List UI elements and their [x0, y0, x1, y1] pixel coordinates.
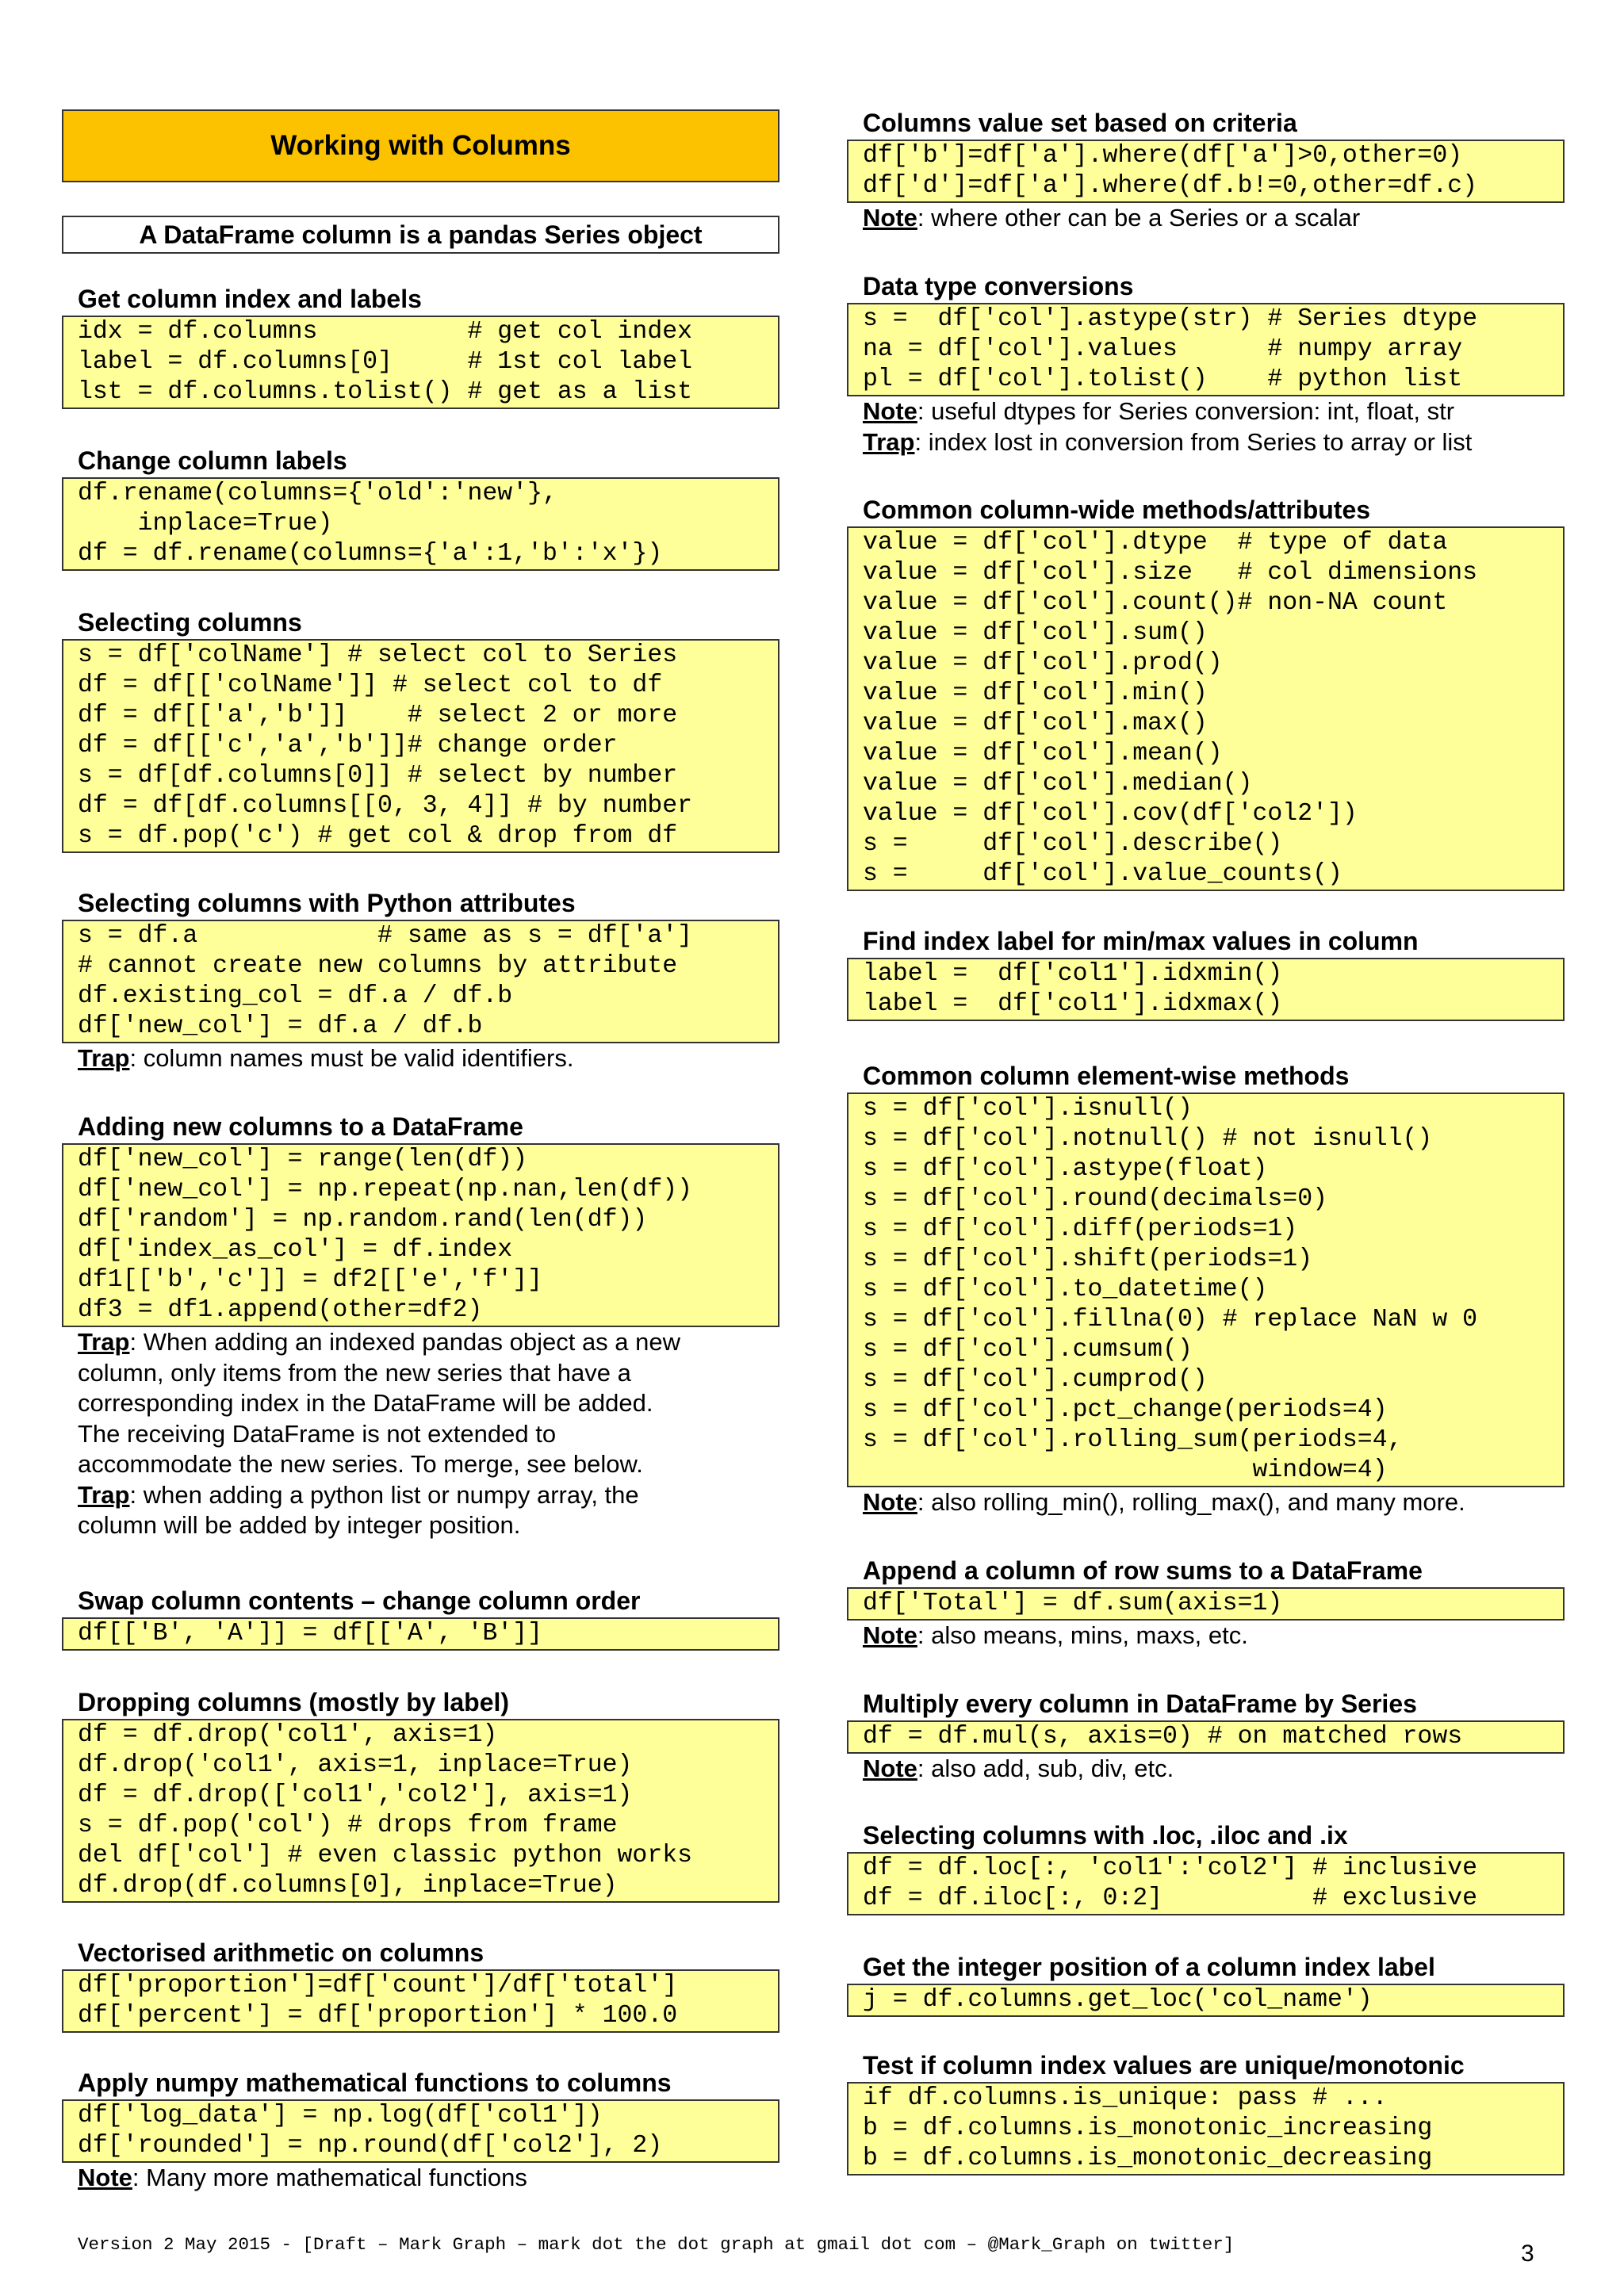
- note-line: [62, 1510, 779, 1541]
- code-line: s = df['col'].astype(str) # Series dtype: [863, 305, 1478, 333]
- code-line: s = df['col'].astype(float): [863, 1155, 1268, 1183]
- note-text: column will be added by integer position.: [78, 1511, 521, 1539]
- right-section: [847, 271, 1565, 457]
- code-line: value = df['col'].max(): [863, 710, 1208, 737]
- left-section: [62, 888, 779, 1074]
- code-line: label = df['col1'].idxmax(): [863, 990, 1283, 1018]
- code-block: [62, 2099, 779, 2163]
- code-line: s = df.pop('col') # drops from frame: [78, 1812, 618, 1839]
- note-line: [847, 1621, 1565, 1651]
- code-line: df.drop('col1', axis=1, inplace=True): [78, 1751, 633, 1779]
- left-section: [62, 1938, 779, 2033]
- note-line: [847, 203, 1565, 234]
- section-heading: Selecting columns with Python attributes: [78, 889, 576, 917]
- code-block: [847, 1093, 1565, 1487]
- code-line: df = df.drop('col1', axis=1): [78, 1721, 498, 1749]
- left-section: [62, 1687, 779, 1903]
- note-line: [62, 1449, 779, 1480]
- code-line: df['b']=df['a'].where(df['a']>0,other=0): [863, 142, 1463, 170]
- section-heading: Columns value set based on criteria: [863, 109, 1297, 137]
- code-line: s = df['col'].cumprod(): [863, 1366, 1208, 1394]
- code-block: [847, 1587, 1565, 1621]
- code-block: [847, 1720, 1565, 1754]
- right-section: [847, 926, 1565, 1021]
- page-subtitle: A DataFrame column is a pandas Series object: [62, 216, 779, 254]
- code-line: df['index_as_col'] = df.index: [78, 1236, 513, 1264]
- left-section: [62, 284, 779, 409]
- note-keyword: Note: [863, 204, 917, 232]
- code-line: s = df['col'].fillna(0) # replace NaN w 0: [863, 1306, 1478, 1334]
- code-block: [847, 1984, 1565, 2017]
- right-section: [847, 1689, 1565, 1785]
- code-line: s = df['col'].cumsum(): [863, 1336, 1193, 1364]
- code-line: df.existing_col = df.a / df.b: [78, 982, 513, 1010]
- page-title: Working with Columns: [62, 109, 779, 182]
- code-line: df = df.iloc[:, 0:2] # exclusive: [863, 1885, 1478, 1912]
- code-line: df['d']=df['a'].where(df.b!=0,other=df.c): [863, 172, 1478, 200]
- note-line: [847, 396, 1565, 427]
- code-line: s = df['col'].isnull(): [863, 1095, 1193, 1123]
- code-line: s = df.a # same as s = df['a']: [78, 922, 693, 950]
- note-text: : column names must be valid identifiers.: [129, 1044, 574, 1072]
- code-block: [62, 1719, 779, 1903]
- code-block: [847, 140, 1565, 203]
- code-line: value = df['col'].size # col dimensions: [863, 559, 1478, 587]
- section-heading: Change column labels: [78, 446, 347, 475]
- note-text: : index lost in conversion from Series to array or list: [914, 427, 1473, 456]
- code-line: s = df['col'].notnull() # not isnull(): [863, 1125, 1433, 1153]
- note-line: [62, 1327, 779, 1358]
- code-block: [62, 639, 779, 853]
- note-keyword: Note: [78, 2164, 132, 2191]
- code-line: df = df[['colName']] # select col to df: [78, 672, 663, 699]
- code-block: [62, 477, 779, 571]
- code-block: [847, 1852, 1565, 1915]
- note-line: [62, 2163, 779, 2194]
- section-heading: Get column index and labels: [78, 285, 422, 313]
- code-line: na = df['col'].values # numpy array: [863, 335, 1463, 363]
- right-section: [847, 2050, 1565, 2175]
- code-line: value = df['col'].sum(): [863, 619, 1208, 647]
- section-heading: Common column element-wise methods: [863, 1062, 1350, 1090]
- code-line: s = df.pop('c') # get col & drop from df: [78, 822, 678, 850]
- note-text: : Many more mathematical functions: [132, 2164, 527, 2191]
- section-heading: Common column-wide methods/attributes: [863, 496, 1371, 524]
- code-line: if df.columns.is_unique: pass # ...: [863, 2084, 1388, 2112]
- note-keyword: Note: [863, 1755, 917, 1782]
- code-line: s = df['col'].rolling_sum(periods=4,: [863, 1426, 1403, 1454]
- note-line: [847, 1487, 1565, 1518]
- right-section: [847, 1820, 1565, 1915]
- note-text: : useful dtypes for Series conversion: int, float, str: [917, 397, 1455, 425]
- code-block: [62, 1617, 779, 1651]
- section-heading: Append a column of row sums to a DataFrame: [863, 1556, 1423, 1585]
- code-line: s = df['colName'] # select col to Series: [78, 641, 678, 669]
- code-line: window=4): [863, 1456, 1388, 1484]
- note-text: : also means, mins, maxs, etc.: [917, 1621, 1248, 1649]
- note-keyword: Note: [863, 1621, 917, 1649]
- note-text: accommodate the new series. To merge, see below.: [78, 1450, 643, 1478]
- code-line: df['new_col'] = np.repeat(np.nan,len(df)): [78, 1176, 693, 1203]
- note-keyword: Note: [863, 1488, 917, 1516]
- code-line: df = df.drop(['col1','col2'], axis=1): [78, 1781, 633, 1809]
- code-line: label = df.columns[0] # 1st col label: [78, 348, 693, 376]
- note-text: : When adding an indexed pandas object as a new: [129, 1328, 681, 1356]
- code-line: df3 = df1.append(other=df2): [78, 1296, 483, 1324]
- section-heading: Multiply every column in DataFrame by Series: [863, 1689, 1417, 1718]
- code-line: value = df['col'].cov(df['col2']): [863, 800, 1358, 828]
- code-line: s = df['col'].to_datetime(): [863, 1276, 1268, 1303]
- note-text: : when adding a python list or numpy array, the: [129, 1480, 639, 1509]
- code-line: s = df['col'].value_counts(): [863, 860, 1342, 888]
- code-line: b = df.columns.is_monotonic_increasing: [863, 2114, 1433, 2142]
- note-line: [62, 1043, 779, 1074]
- code-line: # cannot create new columns by attribute: [78, 952, 678, 980]
- right-section: [847, 495, 1565, 891]
- code-line: df['new_col'] = df.a / df.b: [78, 1012, 483, 1040]
- right-section: [847, 108, 1565, 234]
- note-keyword: Trap: [78, 1480, 130, 1509]
- code-line: df = df[['c','a','b']]# change order: [78, 732, 618, 760]
- code-line: b = df.columns.is_monotonic_decreasing: [863, 2145, 1433, 2172]
- code-line: df['Total'] = df.sum(axis=1): [863, 1590, 1283, 1617]
- code-line: df['rounded'] = np.round(df['col2'], 2): [78, 2132, 663, 2160]
- code-line: value = df['col'].dtype # type of data: [863, 529, 1448, 557]
- note-line: [62, 1419, 779, 1450]
- code-line: idx = df.columns # get col index: [78, 318, 693, 346]
- code-block: [847, 2082, 1565, 2175]
- code-line: df = df.loc[:, 'col1':'col2'] # inclusive: [863, 1854, 1478, 1882]
- code-line: value = df['col'].prod(): [863, 649, 1223, 677]
- note-text: : also add, sub, div, etc.: [917, 1755, 1174, 1782]
- left-section: [62, 607, 779, 853]
- code-line: df['random'] = np.random.rand(len(df)): [78, 1206, 648, 1234]
- right-section: [847, 1061, 1565, 1518]
- code-line: df['new_col'] = range(len(df)): [78, 1146, 528, 1173]
- left-section: [62, 446, 779, 571]
- note-text: corresponding index in the DataFrame will be added.: [78, 1389, 653, 1417]
- code-line: value = df['col'].min(): [863, 679, 1208, 707]
- note-keyword: Note: [863, 397, 917, 425]
- section-heading: Get the integer position of a column index label: [863, 1953, 1435, 1981]
- section-heading: Adding new columns to a DataFrame: [78, 1112, 523, 1141]
- note-line: [62, 1388, 779, 1419]
- note-keyword: Trap: [78, 1044, 130, 1072]
- footer-text: Version 2 May 2015 - [Draft – Mark Graph – mark dot the dot graph at gmail dot com – @Mark_Graph on twitter]: [78, 2234, 1235, 2255]
- left-section: [62, 2068, 779, 2194]
- code-line: df1[['b','c']] = df2[['e','f']]: [78, 1266, 542, 1294]
- code-line: df = df.rename(columns={'a':1,'b':'x'}): [78, 540, 663, 568]
- code-block: [62, 1143, 779, 1327]
- note-keyword: Trap: [78, 1328, 130, 1356]
- code-line: value = df['col'].mean(): [863, 740, 1223, 767]
- right-section: [847, 1556, 1565, 1651]
- section-heading: Find index label for min/max values in column: [863, 927, 1419, 955]
- note-line: [62, 1358, 779, 1389]
- code-line: df['percent'] = df['proportion'] * 100.0: [78, 2002, 678, 2030]
- code-line: del df['col'] # even classic python works: [78, 1842, 693, 1869]
- code-block: [847, 303, 1565, 396]
- code-block: [62, 316, 779, 409]
- right-section: [847, 1952, 1565, 2017]
- code-line: df = df[df.columns[[0, 3, 4]] # by number: [78, 792, 693, 820]
- code-line: df = df.mul(s, axis=0) # on matched rows: [863, 1723, 1463, 1751]
- code-line: value = df['col'].median(): [863, 770, 1253, 798]
- code-line: inplace=True): [78, 510, 333, 538]
- code-line: s = df['col'].describe(): [863, 830, 1283, 858]
- page-number: 3: [1521, 2241, 1534, 2267]
- note-line: [847, 427, 1565, 458]
- code-line: value = df['col'].count()# non-NA count: [863, 589, 1448, 617]
- section-heading: Vectorised arithmetic on columns: [78, 1938, 485, 1967]
- code-line: df.drop(df.columns[0], inplace=True): [78, 1872, 618, 1900]
- code-line: s = df['col'].pct_change(periods=4): [863, 1396, 1388, 1424]
- code-line: pl = df['col'].tolist() # python list: [863, 365, 1463, 393]
- section-heading: Selecting columns with .loc, .iloc and .ix: [863, 1821, 1348, 1850]
- left-section: [62, 1112, 779, 1541]
- code-line: lst = df.columns.tolist() # get as a list: [78, 378, 693, 406]
- code-block: [847, 958, 1565, 1021]
- code-block: [847, 526, 1565, 891]
- section-heading: Dropping columns (mostly by label): [78, 1688, 510, 1716]
- note-keyword: Trap: [863, 427, 915, 456]
- code-line: df['log_data'] = np.log(df['col1']): [78, 2102, 603, 2130]
- code-line: df = df[['a','b']] # select 2 or more: [78, 702, 678, 729]
- section-heading: Swap column contents – change column order: [78, 1586, 641, 1615]
- section-heading: Data type conversions: [863, 272, 1134, 300]
- note-text: column, only items from the new series that have a: [78, 1358, 631, 1387]
- code-line: s = df[df.columns[0]] # select by number: [78, 762, 678, 790]
- section-heading: Selecting columns: [78, 608, 302, 637]
- code-line: df[['B', 'A']] = df[['A', 'B']]: [78, 1620, 542, 1647]
- code-line: df['proportion']=df['count']/df['total']: [78, 1972, 678, 1999]
- section-heading: Test if column index values are unique/monotonic: [863, 2051, 1465, 2080]
- note-line: [62, 1480, 779, 1511]
- code-line: s = df['col'].round(decimals=0): [863, 1185, 1327, 1213]
- code-line: j = df.columns.get_loc('col_name'): [863, 1986, 1373, 2014]
- note-text: : also rolling_min(), rolling_max(), and many more.: [917, 1488, 1465, 1516]
- code-block: [62, 1969, 779, 2033]
- section-heading: Apply numpy mathematical functions to columns: [78, 2068, 672, 2097]
- code-line: df.rename(columns={'old':'new'},: [78, 480, 557, 507]
- note-text: : where other can be a Series or a scalar: [917, 204, 1361, 232]
- code-line: s = df['col'].diff(periods=1): [863, 1215, 1298, 1243]
- left-section: [62, 1586, 779, 1651]
- code-line: label = df['col1'].idxmin(): [863, 960, 1283, 988]
- note-line: [847, 1754, 1565, 1785]
- code-block: [62, 920, 779, 1043]
- note-text: The receiving DataFrame is not extended to: [78, 1419, 557, 1448]
- code-line: s = df['col'].shift(periods=1): [863, 1246, 1313, 1273]
